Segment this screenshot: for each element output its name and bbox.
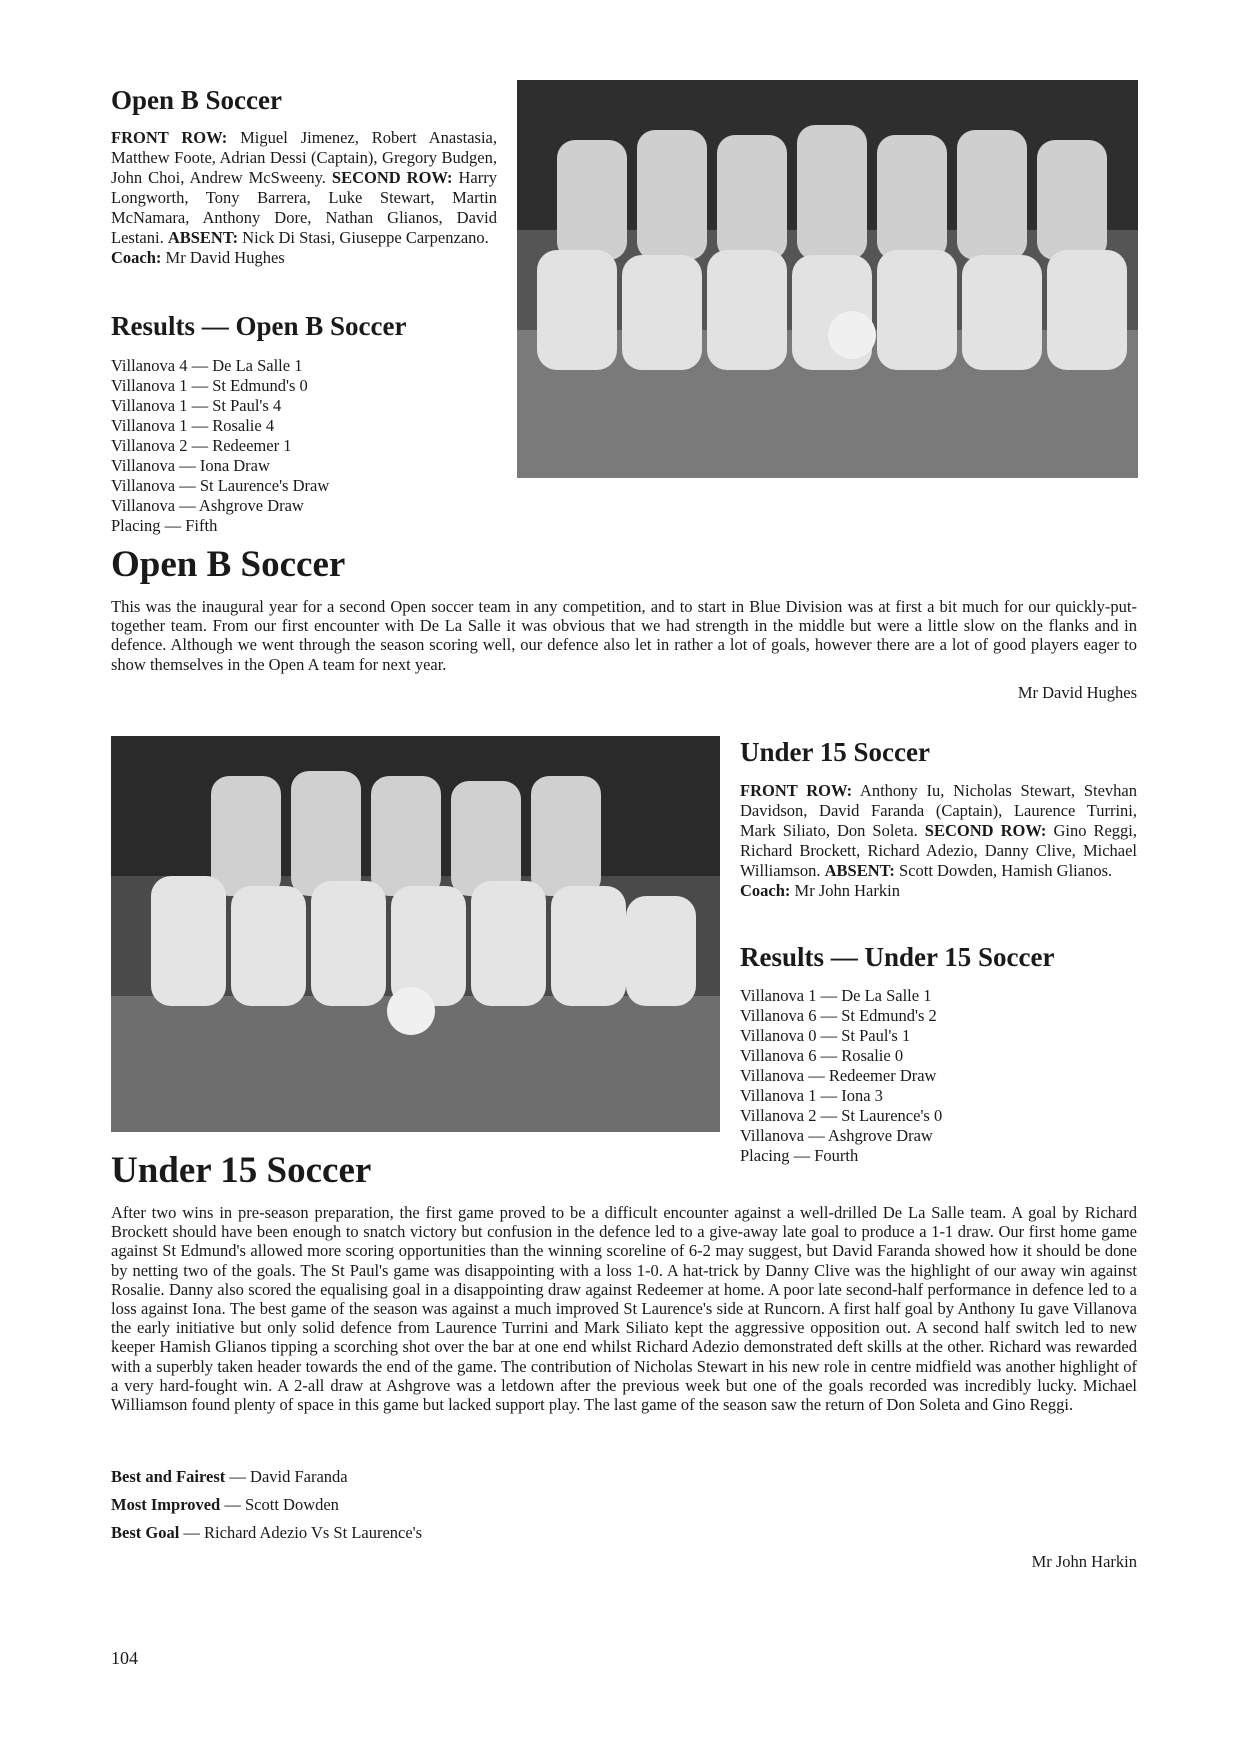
under-15-team-photo <box>111 736 720 1132</box>
absent-label: ABSENT: <box>167 228 239 247</box>
result-line: Villanova — Ashgrove Draw <box>111 496 304 515</box>
open-b-report-author: Mr David Hughes <box>1017 683 1137 702</box>
under-15-results-title: Results — Under 15 Soccer <box>740 942 1055 972</box>
open-b-results-title: Results — Open B Soccer <box>111 311 407 341</box>
coach-label: Coach: <box>111 248 162 267</box>
award-row <box>111 1495 422 1515</box>
open-b-results-list <box>111 356 329 536</box>
result-line: Villanova 2 — St Laurence's 0 <box>740 1106 943 1125</box>
result-line: Villanova 1 — St Paul's 4 <box>111 396 282 415</box>
award-value: — Richard Adezio Vs St Laurence's <box>179 1523 423 1542</box>
under-15-report-text: After two wins in pre-season preparation, the first game proved to be a difficult encounter against a well-drilled De La Salle team. A goal by Richard Brockett should have been enough to snatch victory but confusion in the defence led to a give-away late goal to produce a 1-1 draw. Our first home game against St Edmund's allowed more scoring opportunities than the winning scoreline of 6-2 may suggest, but David Faranda showed how it should be done by netting two of the goals. The St Paul's game was disappointing with a loss 1-0. A hat-trick by Danny Clive was the highlight of our away win against Rosalie. Danny also scored the equalising goal in a disappointing draw against Redeemer at home. A poor late second-half performance in defence led to a loss against Iona. The best game of the season was against a much improved St Laurence's side at Runcorn. A first half goal by Anthony Iu gave Villanova the early initiative but only solid defence from Laurence Turrini and Mark Siliato kept the aggressive opposition out. A second half switch led to new keeper Hamish Glianos tipping a scorching shot over the bar at one end whilst Richard Adezio demonstrated deft skills at the other. Richard was rewarded with a superbly taken header towards the end of the game. The contribution of Nicholas Stewart in his new role in centre midfield was another highlight of a very hard-fought win. A 2-all draw at Ashgrove was a letdown after the previous week but one of the goals recorded was incredibly lucky. Michael Williamson found plenty of space in this game but lacked support play. The last game of the season saw the return of Don Soleta and Gino Reggi. <box>111 1203 1137 1415</box>
result-line: Villanova 1 — Iona 3 <box>740 1086 883 1105</box>
under-15-report-author: Mr John Harkin <box>1031 1552 1137 1571</box>
award-label: Best Goal <box>111 1523 180 1542</box>
open-b-caption-title: Open B Soccer <box>111 85 282 115</box>
second-row-label: SECOND ROW: <box>924 821 1047 840</box>
under-15-caption <box>740 781 1137 901</box>
under-15-results-list <box>740 986 942 1166</box>
result-line: Villanova 2 — Redeemer 1 <box>111 436 292 455</box>
result-line: Villanova 0 — St Paul's 1 <box>740 1026 911 1045</box>
front-row-names: Miguel Jimenez, Robert Anastasia, Matthew Foote, Adrian Dessi (Captain), Gregory Budgen, John Choi, Andrew McSweeny. <box>111 128 497 187</box>
front-row-names: Anthony Iu, Nicholas Stewart, Stevhan Davidson, David Faranda (Captain), Laurence Turrini, Mark Siliato, Don Soleta. <box>740 781 1137 840</box>
open-b-caption <box>111 128 497 268</box>
second-row-names: Harry Longworth, Tony Barrera, Luke Stewart, Martin McNamara, Anthony Dore, Nathan Glianos, David Lestani. <box>111 168 497 247</box>
under-15-awards <box>111 1467 422 1551</box>
second-row-label: SECOND ROW: <box>331 168 453 187</box>
result-line: Villanova — St Laurence's Draw <box>111 476 330 495</box>
second-row-names: Gino Reggi, Richard Brockett, Richard Adezio, Danny Clive, Michael Williamson. <box>740 821 1137 880</box>
result-line: Villanova 1 — De La Salle 1 <box>740 986 932 1005</box>
result-line: Placing — Fifth <box>111 516 218 535</box>
award-value: — David Faranda <box>225 1467 348 1486</box>
front-row-label: FRONT ROW: <box>111 128 228 147</box>
result-line: Villanova — Redeemer Draw <box>740 1066 937 1085</box>
result-line: Villanova 4 — De La Salle 1 <box>111 356 303 375</box>
open-b-report-title: Open B Soccer <box>111 544 346 585</box>
result-line: Placing — Fourth <box>740 1146 859 1165</box>
award-label: Best and Fairest <box>111 1467 226 1486</box>
coach-name: Mr John Harkin <box>790 881 900 900</box>
open-b-team-photo <box>517 80 1138 478</box>
under-15-caption-title: Under 15 Soccer <box>740 737 930 767</box>
result-line: Villanova 1 — Rosalie 4 <box>111 416 275 435</box>
coach-label: Coach: <box>740 881 791 900</box>
absent-label: ABSENT: <box>824 861 895 880</box>
coach-name: Mr David Hughes <box>161 248 285 267</box>
award-row <box>111 1467 422 1487</box>
award-row <box>111 1523 422 1543</box>
under-15-report-title: Under 15 Soccer <box>111 1150 372 1191</box>
front-row-label: FRONT ROW: <box>740 781 853 800</box>
result-line: Villanova — Ashgrove Draw <box>740 1126 933 1145</box>
open-b-report-text: This was the inaugural year for a second Open soccer team in any competition, and to start in Blue Division was at first a bit much for our quickly-put-together team. From our first encounter with De La Salle it was obvious that we had strength in the middle but were a little slow on the flanks and in defence. Although we went through the season scoring well, our defence also let in rather a lot of goals, however there are a lot of good players eager to show themselves in the Open A team for next year. <box>111 597 1137 674</box>
result-line: Villanova 6 — Rosalie 0 <box>740 1046 904 1065</box>
page-number: 104 <box>111 1648 138 1668</box>
absent-names: Nick Di Stasi, Giuseppe Carpenzano. <box>238 228 489 247</box>
award-label: Most Improved <box>111 1495 221 1514</box>
result-line: Villanova 6 — St Edmund's 2 <box>740 1006 937 1025</box>
result-line: Villanova — Iona Draw <box>111 456 270 475</box>
absent-names: Scott Dowden, Hamish Glianos. <box>894 861 1113 880</box>
award-value: — Scott Dowden <box>220 1495 339 1514</box>
result-line: Villanova 1 — St Edmund's 0 <box>111 376 308 395</box>
